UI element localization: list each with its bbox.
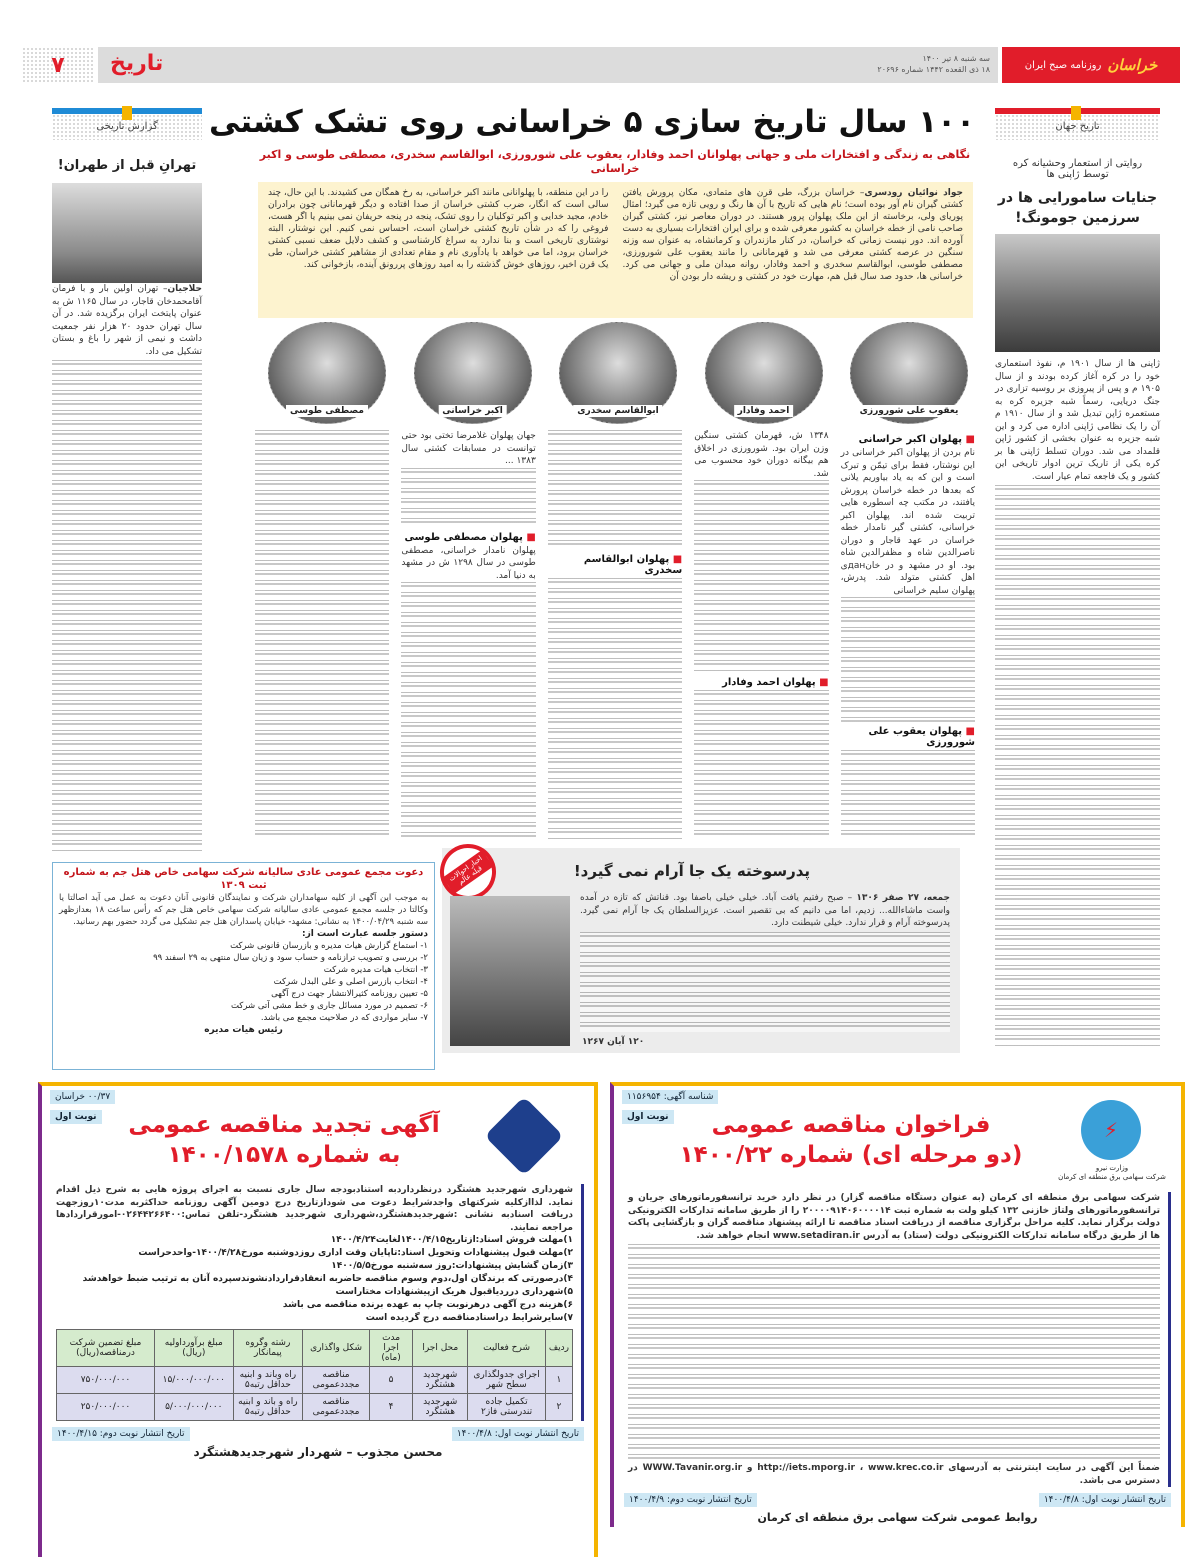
- krec-logo: ⚡: [1081, 1100, 1141, 1160]
- section-text: جهان پهلوان غلامرضا تختی بود حتی توانست در مسابقات کشتی سال ۱۳۸۳ ...: [401, 431, 536, 466]
- agenda-item: ۳- انتخاب هیات مدیره شرکت: [323, 965, 428, 975]
- ad-hashtgerd-tender: [38, 1082, 598, 1557]
- photo-caption: احمد وفادار: [734, 405, 794, 417]
- report-author: حلاجیان: [167, 284, 202, 294]
- photo-caption: مصطفی طوسی: [286, 405, 368, 417]
- col-header: مبلغ تضمین شرکت درمناقصه(ریال): [57, 1330, 155, 1367]
- world-kicker: روایتی از استعمار وحشیانه کره توسط ژاپنی ها: [1012, 158, 1143, 180]
- cell: تکمیل جاده تندرستی فاز۲: [468, 1394, 546, 1421]
- shah-portrait: [450, 896, 570, 1046]
- page-number-box: [22, 47, 94, 83]
- wrestler-photo: [559, 322, 677, 424]
- ad-intro: شهرداری شهرجدید هشتگرد درنظرداردبه استنادبودجه سال جاری نسبت به اجرای پروژه هایی به شرح ذیل اقدام نماید. لذاازکلیه شرکتهای واجدشرایط دعوت می شودازتاریخ درج دومین آگهی روزنامه حداکثربه مدت۱۰روزجهت دریافت اسنادبه نشانی :شهرجدیدهشتگرد،شهرداری شهرجدید هشتگرد-تلفن تماس:۰۲۶۴۴۲۶۶۴۰۰-امورقراردادها مراجعه نمایند.: [56, 1185, 573, 1233]
- agenda-item: ۴- انتخاب بازرس اصلی و علی البدل شرکت: [273, 977, 428, 987]
- agenda-item: ۶- تصمیم در مورد مسائل جاری و خط مشی آتی شرکت: [230, 1001, 428, 1011]
- tagline: روزنامه صبح ایران: [1024, 59, 1102, 71]
- wrestler-photos: [268, 322, 968, 424]
- photo-caption: یعقوب علی شورورزی: [856, 405, 963, 417]
- agenda-item: ۷- سایر مواردی که در صلاحیت مجمع می باشد.: [260, 1013, 428, 1023]
- section-text: نام بردن از پهلوان اکبر خراسانی در این نوشتار، فقط برای تیمّن و تبرک است و این که به یاد بیاوریم یلانی که بعدها در خطه خراسان پرورش یافتند، در مکتب چه اسطوره هایی تربیت شده اند. پهلوان اکبر خراسانی، کشتی گیر نامدار خطه خراسان در عهد قاجار و دوران ناصرالدین شاه و مظفرالدین شاه بود. او در مشهد و در خانданی اهل کشتی متولد شد. پدرش، پهلوان سلیم خراسانی: [840, 448, 975, 596]
- logo: خراسان: [1107, 56, 1158, 74]
- shareholder-notice: [52, 862, 435, 1070]
- publish-date-2: تاریخ انتشار نوبت دوم: ۱۴۰۰/۴/۱۵: [52, 1427, 190, 1441]
- col-header: ردیف: [545, 1330, 572, 1367]
- ad-item: ۳)زمان گشایش پیشنهادات:روز سه‌شنبه مورخ۱۴۰۰/۵/۵: [331, 1261, 573, 1271]
- publish-date-1: تاریخ انتشار نوبت اول: ۱۴۰۰/۴/۸: [1039, 1493, 1171, 1507]
- ad-title: آگهی تجدید مناقصه عمومی: [128, 1112, 440, 1138]
- world-title: جنایات سامورایی ها در سرزمین جومونگ!: [997, 190, 1158, 226]
- col-header: رشته وگروه پیمانکار: [233, 1330, 302, 1367]
- ad-title: فراخوان مناقصه عمومی: [711, 1112, 991, 1138]
- report-column: [52, 108, 202, 853]
- diary-date: جمعه، ۲۷ صفر ۱۳۰۶: [856, 893, 950, 903]
- cell: اجرای جدولگذاری سطح شهر: [468, 1367, 546, 1394]
- date-line: سه شنبه ۸ تیر ۱۴۰۰: [922, 54, 990, 63]
- org-name: وزارت نیرو: [1095, 1164, 1129, 1172]
- ad-footer: روابط عمومی شرکت سهامی برق منطقه ای کرمان: [757, 1511, 1038, 1524]
- ad-item: ۲)مهلت قبول پیشنهادات وتحویل اسناد:تاپایان وقت اداری روزدوشنبه مورخ۱۴۰۰/۴/۲۸-واحدحراست: [138, 1248, 573, 1258]
- section-text: ۱۳۴۸ ش، قهرمان کشتی سنگین وزن ایران بود. شورورزی در اخلاق هم بیگانه دوران خود محسوب می شد.: [694, 431, 829, 479]
- col-header: شرح فعالیت: [468, 1330, 546, 1367]
- ad-item: ۶)هزینه درج آگهی درهرنوبت چاپ به عهده برنده مناقصه می باشد: [282, 1300, 573, 1310]
- cell: شهرجدید هشتگرد: [413, 1394, 468, 1421]
- section-label: تاریخ جهان: [995, 114, 1160, 140]
- ad-id: شناسه آگهی: ۱۱۵۶۹۵۴: [622, 1090, 718, 1104]
- article-column: [548, 430, 682, 840]
- cell: ۱۵/۰۰۰/۰۰۰/۰۰۰: [154, 1367, 233, 1394]
- main-headline: ۱۰۰ سال تاریخ سازی ۵ خراسانی روی تشک کشتی: [209, 104, 975, 140]
- section-text: پهلوان نامدار خراسانی، مصطفی طوسی در سال ۱۲۹۸ ش در مشهد به دنیا آمد.: [401, 545, 536, 581]
- org-name: شرکت سهامی برق منطقه ای کرمان: [1058, 1173, 1166, 1181]
- report-title: تهرانِ قبل از طهران!: [57, 158, 197, 173]
- cell: مناقصه مجددعمومی: [303, 1394, 370, 1421]
- section-heading: ■ پهلوان ابوالقاسم سخدری: [548, 554, 682, 576]
- intro-text-2: را در این منطقه، با پهلوانانی مانند اکبر خراسانی، به رخ همگان می کشیدند. با این حال، چند سالی است که انگار، ضرب کشتی خراسان از صدا افتاده و دیگر قهرمانانی چون برادران خادم، مجید خدایی و اکبر توکلیان را روی تشک، پنجه در پنجه حریفان نمی بینیم یا اگر هست، فروغی را که در شأن تاریخ کشتی خراسان است، احساس نمی کنیم. این نوشتار، البته نوشتاری تاریخی است و بنا ندارد به سراغ کارشناسی و کشف دلایل ضعف نسبی کشتی خراسان برود، اما می خواهد با یادآوری نام و مقام تعدادی از مشاهیر کشتی خراسان، طی یک قرن اخیر، روزهای خوش گذشته را به امید روزهای پررونق آینده، بازخوانی کند.: [268, 188, 609, 270]
- col-header: محل اجرا: [413, 1330, 468, 1367]
- ad-id: ۰۰/۳۷ خراسان: [50, 1090, 115, 1104]
- section-heading: ■ پهلوان اکبر خراسانی: [841, 434, 975, 445]
- cell: راه وباند و ابنیه حداقل رتبه۵: [233, 1367, 302, 1394]
- col-header: مبلغ برآورداولیه (ریال): [154, 1330, 233, 1367]
- section-bar: [98, 47, 998, 83]
- ad-title-number: (دو مرحله ای) شماره ۱۴۰۰/۲۲: [679, 1142, 1023, 1168]
- ad-kerman-tender: [610, 1082, 1185, 1527]
- wrestler-photo: [850, 322, 968, 424]
- wrestler-photo: [705, 322, 823, 424]
- tehran-gate-photo: [52, 183, 202, 283]
- col-header: شکل واگذاری: [303, 1330, 370, 1367]
- world-text: ژاپنی ها از سال ۱۹۰۱ م، نفوذ استعماری خود را در کره آغاز کرده بودند و از سال ۱۹۰۵ م و پس از پیروزی بر روسیه تزاری در جنگ دریایی، رسماً شبه جزیره کره به مستعمره ژاپن تبدیل شد و از سال ۱۹۱۰ م آن را یک نظامی ژاپنی اداره می کرد و این شبه جزیره به عنوان بخشی از کشور ژاپن قلمداد می شد. دوران تسلط ژاپنی ها بر کره یکی از تاریک ترین ادوار تاریخی این کشور و یک فاجعه تمام عیار است.: [995, 359, 1160, 482]
- col-header: مدت اجرا (ماه): [369, 1330, 412, 1367]
- agenda-title: دستور جلسه عبارت است از:: [301, 929, 428, 939]
- intro-text-1: – خراسان بزرگ، طی قرن های متمادی، مکان پرورش یافتن کشتی گیران نام آور بوده است؛ نام هایی که تاریخ با آن ها رنگ و رویی تازه می گیرد؛ امثال پوریای ولی، برخاسته از این ملک پهلوان پرور هستند. در دوران معاصر نیز، کشتی گیران صاحب نامی از خطه خراسان به کشور معرفی شده و برای ایران افتخارات بسیاری به دست آورده اند. دور نیست زمانی که خراسان، در کنار مازندران و کرمانشاه، به عنوان سه وزنه سنگین در عرصه کشتی معرفی می شد و قهرمانانی را مانند یعقوب علی شورورزی، مصطفی طوسی، ابوالقاسم سخدری و احمد وفادار، روانه میدان ملی و جهانی می کرد. خراسانی ها، حدود صد سال قبل هم، مهارت خود در کشتی و ریشه دار بودن آن: [622, 188, 963, 282]
- ad-websites[interactable]: ضمناً این آگهی در سایت اینترنتی به آدرسهای http://iets.mporg.ir ، www.krec.co.ir و WWW.Tavanir.org.ir در دسترس می باشد.: [628, 1463, 1160, 1486]
- ad-title-number: به شماره ۱۴۰۰/۱۵۷۸: [167, 1142, 401, 1168]
- article-body: [255, 430, 975, 840]
- cell: شهرجدید هشتگرد: [413, 1367, 468, 1394]
- wrestler-photo: [268, 322, 386, 424]
- diary-box: [442, 848, 960, 1053]
- cell: راه و باند و ابنیه حداقل رتبه۵: [233, 1394, 302, 1421]
- page-number: ۷: [51, 52, 65, 78]
- ad-round: نوبت اول: [50, 1110, 102, 1124]
- photo-caption: ابوالقاسم سخدری: [573, 405, 662, 417]
- article-column: [694, 430, 828, 840]
- diary-text: – صبح رفتیم یافت آباد. خیلی خیلی باصفا بود. قناتش که تازه در آمده واست ماشاءالله... زدیم، اما می دانیم که بی تقصیر است. عزیزالسلطان یک جا آرام نمی گیرد. پدرسوخته آرام و قرار ندارد. خیلی شیطنت دارد.: [580, 893, 950, 928]
- article-column: [841, 430, 975, 840]
- agenda-item: ۱- استماع گزارش هیات مدیره و بازرسان قانونی شرکت: [230, 941, 428, 951]
- article-column: [401, 430, 535, 840]
- section-title: تاریخ: [110, 51, 164, 76]
- cell: ۱: [545, 1367, 572, 1394]
- notice-signature: رئیس هیات مدیره: [204, 1025, 283, 1035]
- table-row: [57, 1394, 573, 1421]
- ad-round: نوبت اول: [622, 1110, 674, 1124]
- table-header: [57, 1330, 573, 1367]
- agenda-item: ۲- بررسی و تصویب ترازنامه و حساب سود و زیان سال منتهی به ۲۹ اسفند ۹۹: [153, 953, 428, 963]
- cell: ۵/۰۰۰/۰۰۰/۰۰۰: [154, 1394, 233, 1421]
- cell: ۲۵۰/۰۰۰/۰۰۰: [57, 1394, 155, 1421]
- ad-item: ۱)مهلت فروش اسناد:ازتاریخ۱۴۰۰/۴/۱۵لغایت۱۴۰۰/۴/۲۴: [330, 1235, 573, 1245]
- notice-title: دعوت مجمع عمومی عادی سالیانه شرکت سهامی خاص هتل جم به شماره ثبت ۱۳۰۹: [63, 867, 424, 891]
- municipality-logo: [484, 1096, 563, 1175]
- report-text: – تهران اولین بار و با فرمان آقامحمدخان قاجار، در سال ۱۱۶۵ ش به عنوان پایتخت ایران برگزیده شد. در آن سال تهران حدود ۲۰ هزار نفر جمعیت داشت و نیمی از شهر را باغ و بستان تشکیل می داد.: [52, 284, 202, 357]
- article-column: [255, 430, 389, 840]
- ad-item: ۴)درصورتی که برندگان اول،دوم وسوم مناقصه حاضربه انعقادقراردادنشوندسپرده آنان به ترتیب ضبط خواهدشد: [82, 1274, 573, 1284]
- section-label: گزارش تاریخی: [52, 114, 202, 140]
- cell: ۲: [545, 1394, 572, 1421]
- cell: مناقصه مجددعمومی: [303, 1367, 370, 1394]
- intro-box: [258, 182, 973, 318]
- header-bar: [22, 47, 1180, 83]
- notice-body: به موجب این آگهی از کلیه سهامداران شرکت و نمایندگان قانونی آنان دعوت به عمل می آید اصالتا یا وکالتا در جلسه مجمع عمومی عادی سالیانه شرکت سهامی خاص هتل جم که رأس ساعت ۱۸ بعدازظهر سه شنبه ۱۴۰۰/۰۴/۲۹ به نشانی: مشهد- خیابان پاسداران هتل جم تشکیل می گردد حضور بهم رسانید.: [59, 893, 428, 927]
- section-heading: ■ پهلوان یعقوب علی شورورزی: [841, 726, 975, 748]
- ad-footer: محسن مجذوب – شهردار شهرجدیدهشتگرد: [193, 1445, 443, 1459]
- diary-title: پدرسوخته یک جا آرام نمی گیرد!: [573, 862, 810, 880]
- intro-author: جواد نوائیان رودسری: [864, 188, 963, 198]
- section-heading: ■ پهلوان مصطفی طوسی: [401, 532, 535, 543]
- ad-item: ۵)شهرداری درردیاقبول هریک ازپیشنهادات مختاراست: [335, 1287, 573, 1297]
- wrestler-photo: [414, 322, 532, 424]
- table-row: [57, 1367, 573, 1394]
- publish-date-1: تاریخ انتشار نوبت اول: ۱۴۰۰/۴/۸: [452, 1427, 584, 1441]
- publish-date-2: تاریخ انتشار نوبت دوم: ۱۴۰۰/۴/۹: [624, 1493, 757, 1507]
- agenda-item: ۵- تعیین روزنامه کثیرالانتشار جهت درج آگهی: [271, 989, 428, 999]
- section-heading: ■ پهلوان احمد وفادار: [694, 677, 828, 688]
- world-history-column: [995, 108, 1160, 1048]
- diary-footer: ۱۲۰ آبان ۱۲۶۷: [582, 1037, 645, 1047]
- issue-line: ۱۸ ذی القعده ۱۴۴۲ شماره ۲۰۶۹۶: [877, 65, 990, 74]
- ad-item: ۷)سایرشرایط دراسنادمناقصه درج گردیده است: [365, 1313, 573, 1323]
- badge-text: اخبار احوالات قبله عالم: [443, 850, 494, 894]
- cell: ۷۵۰/۰۰۰/۰۰۰: [57, 1367, 155, 1394]
- cell: ۵: [369, 1367, 412, 1394]
- main-subtitle: نگاهی به زندگی و افتخارات ملی و جهانی پهلوانان احمد وفادار، یعقوب علی شورورزی، ابوالقاسم سخدری، مصطفی طوسی و اکبر خراسانی: [259, 148, 971, 175]
- tender-table: [56, 1329, 573, 1421]
- ad-body: شرکت سهامی برق منطقه ای کرمان (به عنوان دستگاه مناقصه گزار) در نظر دارد خرید ترانسفورماتورهای جریان و ترانسفورماتورهای ولتاژ خازنی ۱۳۲ کیلو ولت به شماره ثبت ۲۰۰۰۰۹۱۴۰۶۰۰۰۰۱۴ را از طریق سامانه تدارکات الکترونیکی دولت برگزار نماید. کلیه مراحل برگزاری مناقصه از دریافت اسناد مناقصه تا ارائه پیشنهاد مناقصه گران و بازگشایی پاکت ها از طریق درگاه سامانه تدارکات الکترونیکی دولت (ستاد) به آدرس www.setadiran.ir انجام خواهد شد.: [628, 1193, 1160, 1241]
- world-photo: [995, 234, 1160, 352]
- logo-box[interactable]: [1002, 47, 1180, 83]
- cell: ۴: [369, 1394, 412, 1421]
- photo-caption: اکبر خراسانی: [438, 405, 507, 417]
